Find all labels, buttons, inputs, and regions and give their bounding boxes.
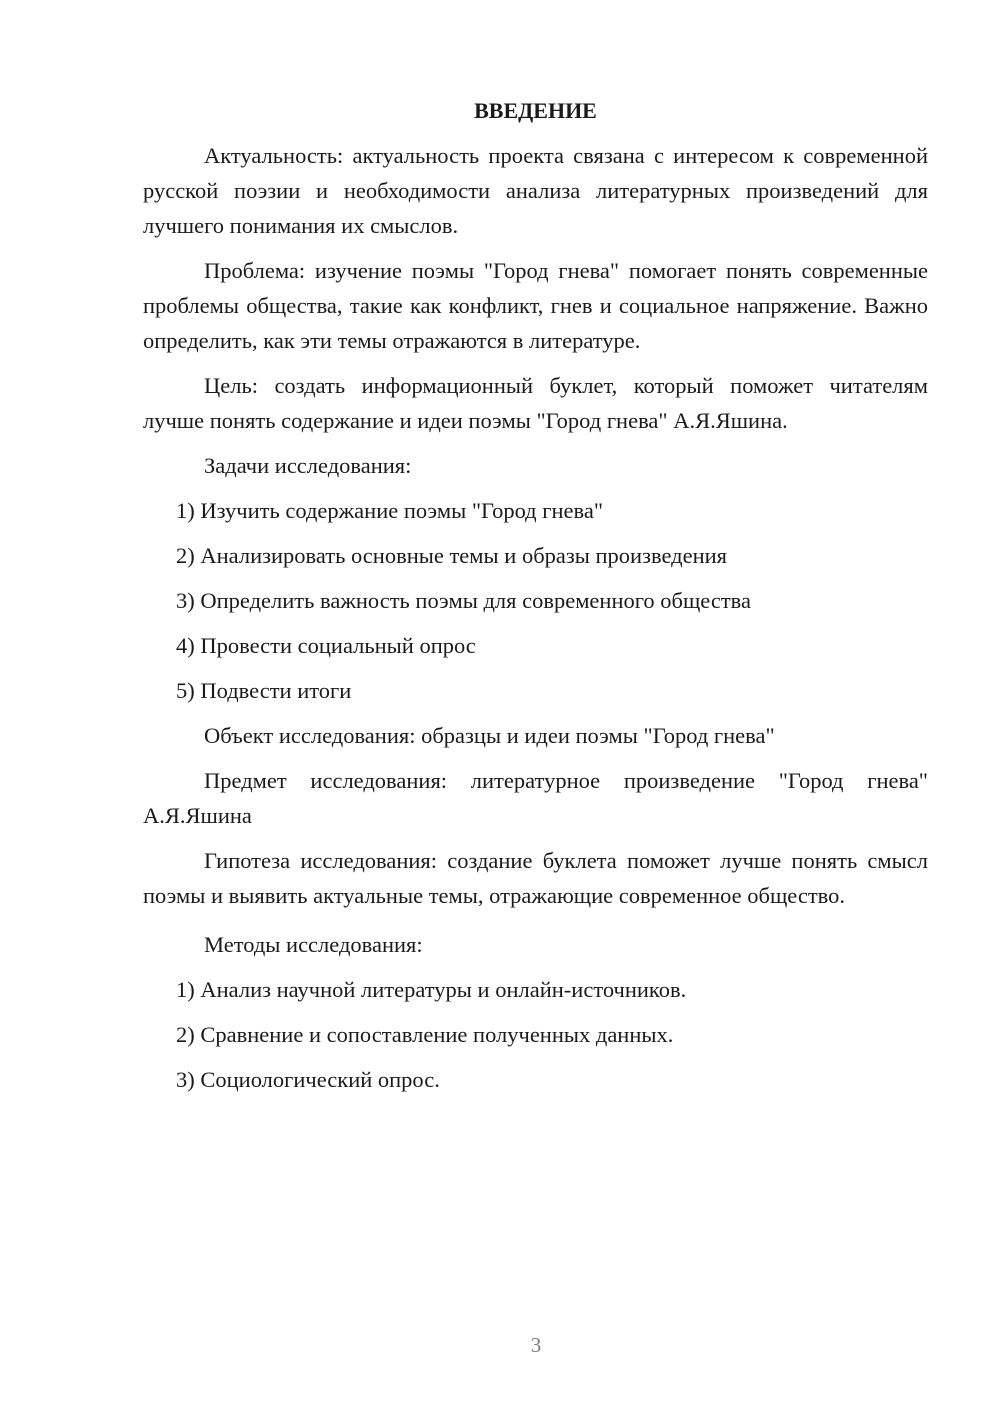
object-paragraph: Объект исследования: образцы и идеи поэмы "Город гнева" bbox=[204, 723, 775, 748]
section-title: ВВЕДЕНИЕ bbox=[474, 98, 597, 123]
subject-paragraph: Предмет исследования: литературное произведение "Город гнева" А.Я.Яшина bbox=[143, 768, 928, 828]
method-item: 2) Сравнение и сопоставление полученных данных. bbox=[176, 1022, 674, 1047]
page-number: 3 bbox=[530, 1333, 542, 1357]
problem-paragraph: Проблема: изучение поэмы "Город гнева" помогает понять современные проблемы общества, такие как конфликт, гнев и социальное напряжение. Важно определить, как эти темы отражаются в литературе. bbox=[143, 258, 928, 353]
task-item: 4) Провести социальный опрос bbox=[176, 633, 476, 658]
hypothesis-paragraph: Гипотеза исследования: создание буклета поможет лучше понять смысл поэмы и выявить актуальные темы, отражающие современное общество. bbox=[143, 848, 928, 908]
task-item: 3) Определить важность поэмы для современного общества bbox=[176, 588, 751, 613]
tasks-list bbox=[143, 493, 928, 708]
document-page bbox=[143, 93, 928, 1107]
relevance-paragraph: Актуальность: актуальность проекта связана с интересом к современной русской поэзии и необходимости анализа литературных произведений для лучшего понимания их смыслов. bbox=[143, 143, 928, 238]
tasks-heading: Задачи исследования: bbox=[204, 453, 412, 478]
methods-heading: Методы исследования: bbox=[204, 932, 423, 957]
task-item: 5) Подвести итоги bbox=[176, 678, 352, 703]
method-item: 1) Анализ научной литературы и онлайн-источников. bbox=[176, 977, 687, 1002]
methods-list bbox=[143, 972, 928, 1097]
method-item: 3) Социологический опрос. bbox=[176, 1067, 440, 1092]
task-item: 2) Анализировать основные темы и образы произведения bbox=[176, 543, 728, 568]
task-item: 1) Изучить содержание поэмы "Город гнева" bbox=[176, 498, 604, 523]
goal-paragraph: Цель: создать информационный буклет, который поможет читателям лучше понять содержание и идеи поэмы "Город гнева" А.Я.Яшина. bbox=[143, 373, 928, 433]
